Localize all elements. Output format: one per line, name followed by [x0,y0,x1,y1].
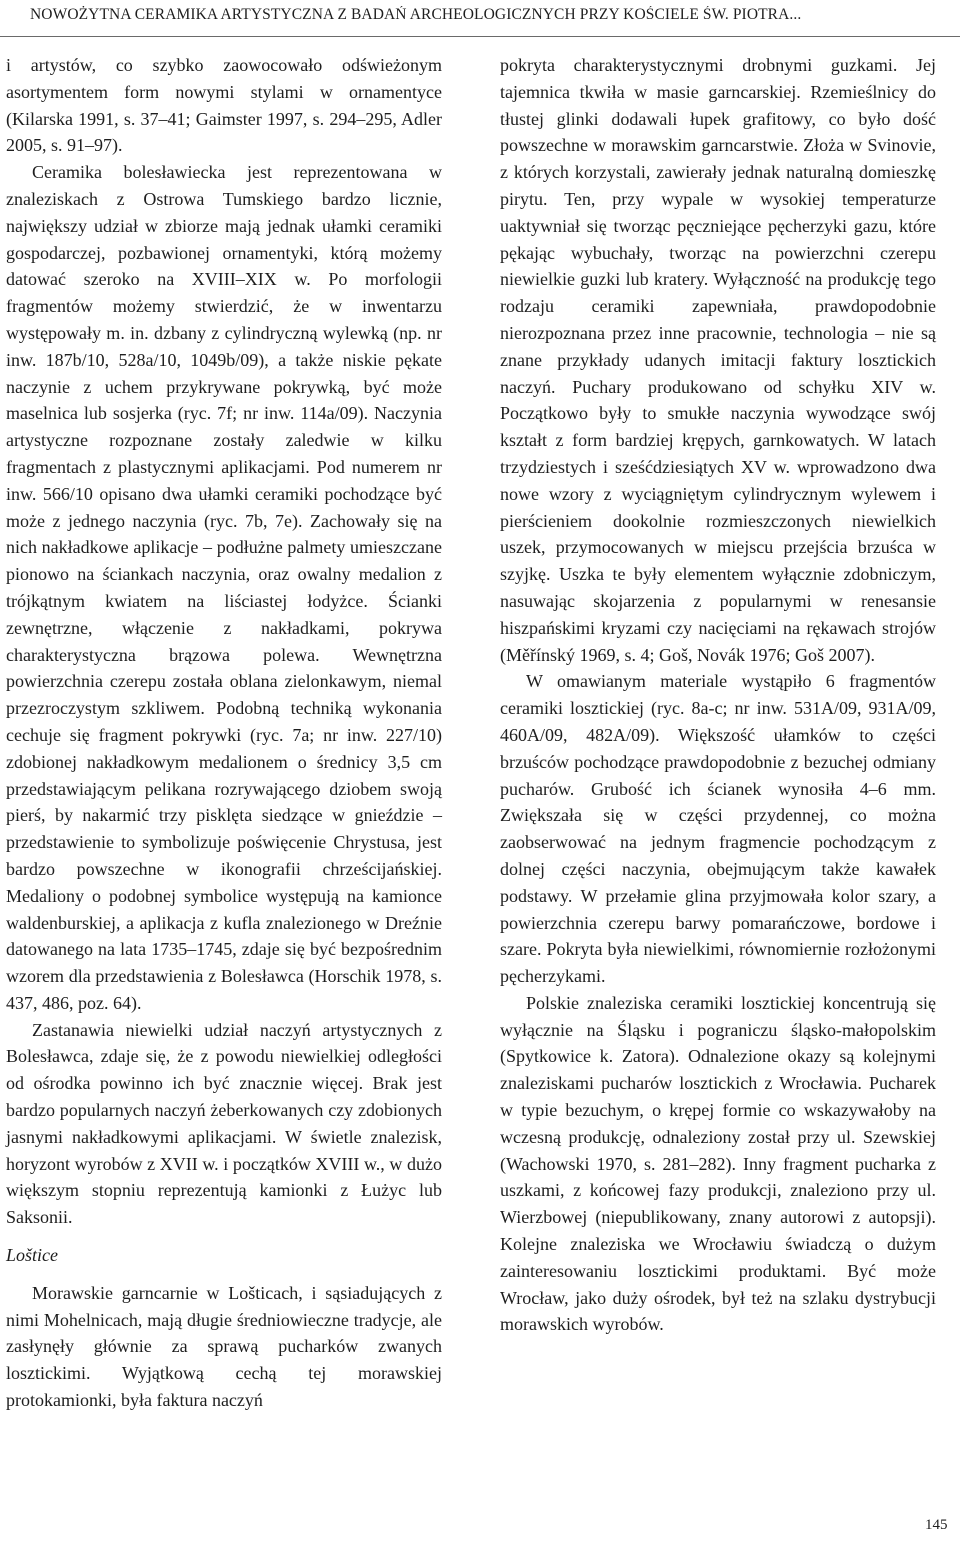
left-paragraph-4: Morawskie garncarnie w Lošticach, i sąsiadujących z nimi Mohelnicach, mają długie średniowieczne tradycje, ale zasłynęły głównie za sprawą pucharków zwanych losztickimi. Wyjątkową cechą tej morawskiej protokamionki, była faktura naczyń [6,1282,442,1411]
right-paragraph-2: W omawianym materiale wystąpiło 6 fragmentów ceramiki losztickiej (ryc. 8a-c; nr inw. 531A/09, 931A/09, 460A/09, 482A/09). Większość ułamków to części brzuśców pochodzące prawdopodobnie z bezuchej odmiany pucharów. Grubość ich ścianek wynosiła 4–6 mm. Zwiększała się w części przydennej, co można zaobserwować na jednym fragmencie pochodzącym z dolnej części naczynia, obejmującym także kawałek podstawy. W przełamie glina przyjmowała kolor szary, a powierzchnia czerepu barwy pomarańczowe, bordowe i szare. Pokryta była niewielkimi, równomiernie rozłożonymi pęcherzykami. [500,671,936,987]
header-rule [0,36,960,37]
section-heading-lostice: Loštice [6,1245,58,1266]
right-column [500,52,936,1338]
left-column [6,52,442,1414]
running-header: NOWOŻYTNA CERAMIKA ARTYSTYCZNA Z BADAŃ ARCHEOLOGICZNYCH PRZY KOŚCIELE ŚW. PIOTRA... [30,6,802,23]
page-number: 145 [925,1517,948,1533]
right-paragraph-3: Polskie znaleziska ceramiki losztickiej koncentrują się wyłącznie na Śląsku i pograniczu śląsko-małopolskim (Spytkowice k. Zatora). Odnalezione okazy są kolejnymi znaleziskami pucharów losztickich z Wrocławia. Pucharek w typie bezuchym, o krępej formie co wskazywałoby na wczesną produkcję, odnaleziony został przy ul. Szewskiej (Wachowski 1970, s. 281–282). Inny fragment pucharka z uszkami, z końcowej fazy produkcji, znaleziono przy ul. Wierzbowej (niepublikowany, znany autorowi z autopsji). Kolejne znaleziska we Wrocławiu świadczą o dużym zainteresowaniu losztickimi produktami. Być może Wrocław, jako duży ośrodek, był też na szlaku dystrybucji morawskich wyrobów. [500,992,936,1335]
left-paragraph-2: Ceramika bolesławiecka jest reprezentowana w znaleziskach z Ostrowa Tumskiego bardzo licznie, największy udział w zbiorze mają jednak ułamki ceramiki gospodarczej, pozbawionej ornamentyki, którą możemy datować szeroko na XVIII–XIX w. Po morfologii fragmentów możemy stwierdzić, że w inwentarzu występowały m. in. dzbany z cylindryczną wylewką (np. nr inw. 187b/10, 528a/10, 1049b/09), a także niskie pękate naczynie z uchem przykrywane pokrywką, być może maselnica lub sosjerka (ryc. 7f; nr inw. 114a/09). Naczynia artystyczne rozpoznane zostały zaledwie w kilku fragmentach z plastycznymi aplikacjami. Pod numerem nr inw. 566/10 opisano dwa ułamki ceramiki pochodzące być może z jednego naczynia (ryc. 7b, 7e). Zachowały się na nich nakładkowe aplikacje – podłużne palmety umieszczane pionowo na ściankach naczynia, oraz owalny medalion z trójkątnym kwiatem na liściastej łodyżce. Ścianki zewnętrzne, włączenie z nakładkami, pokrywa charakterystyczna brązowa polewa. Wewnętrzna powierzchnia czerepu została oblana zielonkawym, niemal przezroczystym szkliwem. Podobną techniką wykonania cechuje się fragment pokrywki (ryc. 7a; nr inw. 227/10) zdobionej nakładkowym medalionem o średnicy 3,5 cm przedstawiającym pelikana rozrywającego dziobem swoją pierś, by nakarmić trzy pisklęta siedzące w gnieździe – przedstawienie to symbolizuje poświęcenie Chrystusa, jest bardzo powszechne w ikonografii chrześcijańskiej. Medaliony o podobnej symbolice występują na kamionce waldenburskiej, a aplikacja z kufla znalezionego w Dreźnie datowanego na lata 1735–1745, zdaje się być bezpośrednim wzorem dla przedstawienia z Bolesławca (Horschik 1978, s. 437, 486, poz. 64). [6,162,442,1013]
right-paragraph-1: pokryta charakterystycznymi drobnymi guzkami. Jej tajemnica tkwiła w masie garncarskiej. Rzemieślnicy do tłustej glinki dodawali łupek grafitowy, co było dość powszechne w morawskim garncarstwie. Złoża w Svinovie, z których korzystali, zawierały jednak naturalną domieszkę pirytu. Ten, przy wypale w wysokiej temperaturze uaktywniał się tworząc pęczniejące pęcherzyki gazu, które pękając wybuchały, tworząc na powierzchni czerepu niewielkie guzki lub kratery. Wyłączność na produkcję tego rodzaju ceramiki zapewniała, prawdopodobnie nierozpoznana przez inne pracownie, technologia – nie są znane przykłady udanych imitacji faktury losztickich naczyń. Puchary produkowano od schyłku XIV w. Początkowo były to smukłe naczynia wywodzące swój kształt z form bardziej krępych, garnkowatych. W latach trzydziestych i sześćdziesiątych XV w. wprowadzono dwa nowe wzory z wyciągniętym cylindrycznym wylewem i pierścieniem dookolnie rozmieszczonych niewielkich uszek, przymocowanych w miejscu przejścia brzuśca w szyjkę. Uszka te były elementem wyłącznie zdobniczym, nasuwając skojarzenia z popularnymi w renesansie hiszpańskimi kryzami czy nacięciami na rękawach strojów (Měřínský 1969, s. 4; Goš, Novák 1976; Goš 2007). [500,55,936,665]
left-paragraph-1: i artystów, co szybko zaowocowało odświeżonym asortymentem form nowymi stylami w ornamentyce (Kilarska 1991, s. 37–41; Gaimster 1997, s. 294–295, Adler 2005, s. 91–97). [6,55,442,156]
left-paragraph-3: Zastanawia niewielki udział naczyń artystycznych z Bolesławca, zdaje się, że z powodu niewielkiej odległości od ośrodka powinno ich być znacznie więcej. Brak jest bardzo popularnych naczyń żeberkowanych czy zdobionych jasnymi nakładkowymi aplikacjami. W świetle znalezisk, horyzont wyrobów z XVII w. i początków XVIII w., w dużo większym stopniu reprezentują kamionki z Łużyc lub Saksonii. [6,1019,442,1228]
